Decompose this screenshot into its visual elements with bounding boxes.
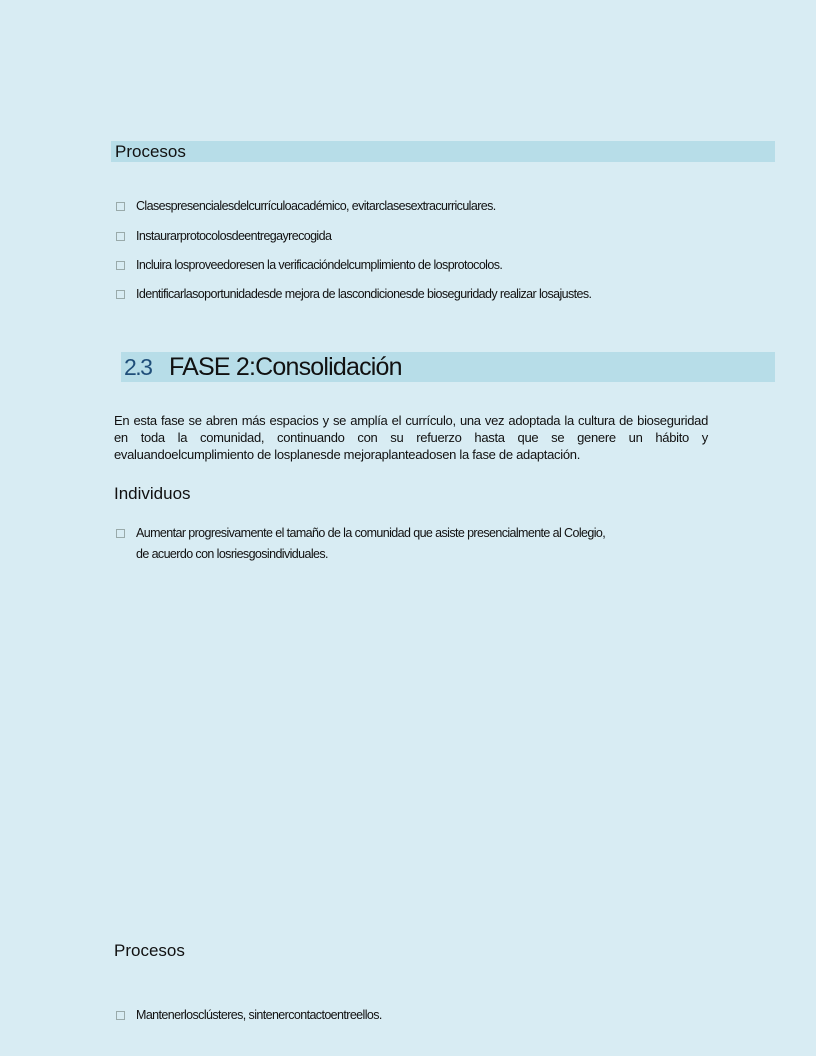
- bullet-icon: [116, 529, 125, 538]
- list-item: [114, 198, 496, 215]
- phase-number: 2.3: [124, 353, 152, 380]
- list-item-text: Incluira losproveedoresen la verificacióndelcumplimiento de losprotocolos.: [136, 258, 503, 272]
- section-heading-procesos-2: Procesos: [114, 941, 185, 960]
- list-item: [114, 286, 591, 303]
- bullet-icon: [116, 261, 125, 270]
- list-item: [114, 228, 331, 245]
- bullet-icon: [116, 290, 125, 299]
- list-item: [114, 257, 502, 274]
- list-item-text: [136, 525, 605, 563]
- list-item-line: Aumentar progresivamente el tamaño de la comunidad que asiste presencialmente al Colegio,: [136, 526, 606, 540]
- phase-heading: [121, 352, 775, 382]
- phase-paragraph: En esta fase se abren más espacios y se amplía el currículo, una vez adoptada la cultura de bioseguridad en toda la comunidad, continuando con su refuerzo hasta que se genere un hábito y evaluandoelcumplimiento de losplanesde mejoraplanteadosen la fase de adaptación.: [114, 413, 708, 462]
- list-item-text: Instaurarprotocolosdeentregayrecogida: [136, 229, 332, 243]
- list-item-text: Mantenerlosclústeres, sintenercontactoentreellos.: [136, 1008, 382, 1022]
- list-item: [114, 1007, 382, 1024]
- phase-title: FASE 2:Consolidación: [169, 352, 402, 381]
- list-item-line: de acuerdo con losriesgosindividuales.: [136, 547, 328, 561]
- bullet-icon: [116, 202, 125, 211]
- list-item-text: Identificarlasoportunidadesde mejora de lascondicionesde bioseguridady realizar losajustes.: [136, 287, 592, 301]
- bullet-icon: [116, 232, 125, 241]
- section-heading-individuos: Individuos: [114, 484, 191, 503]
- list-item-text: Clasespresencialesdelcurrículoacadémico, evitarclasesextracurriculares.: [136, 199, 496, 213]
- bullet-icon: [116, 1011, 125, 1020]
- list-item: [114, 525, 605, 563]
- section-heading-procesos: Procesos: [111, 141, 775, 162]
